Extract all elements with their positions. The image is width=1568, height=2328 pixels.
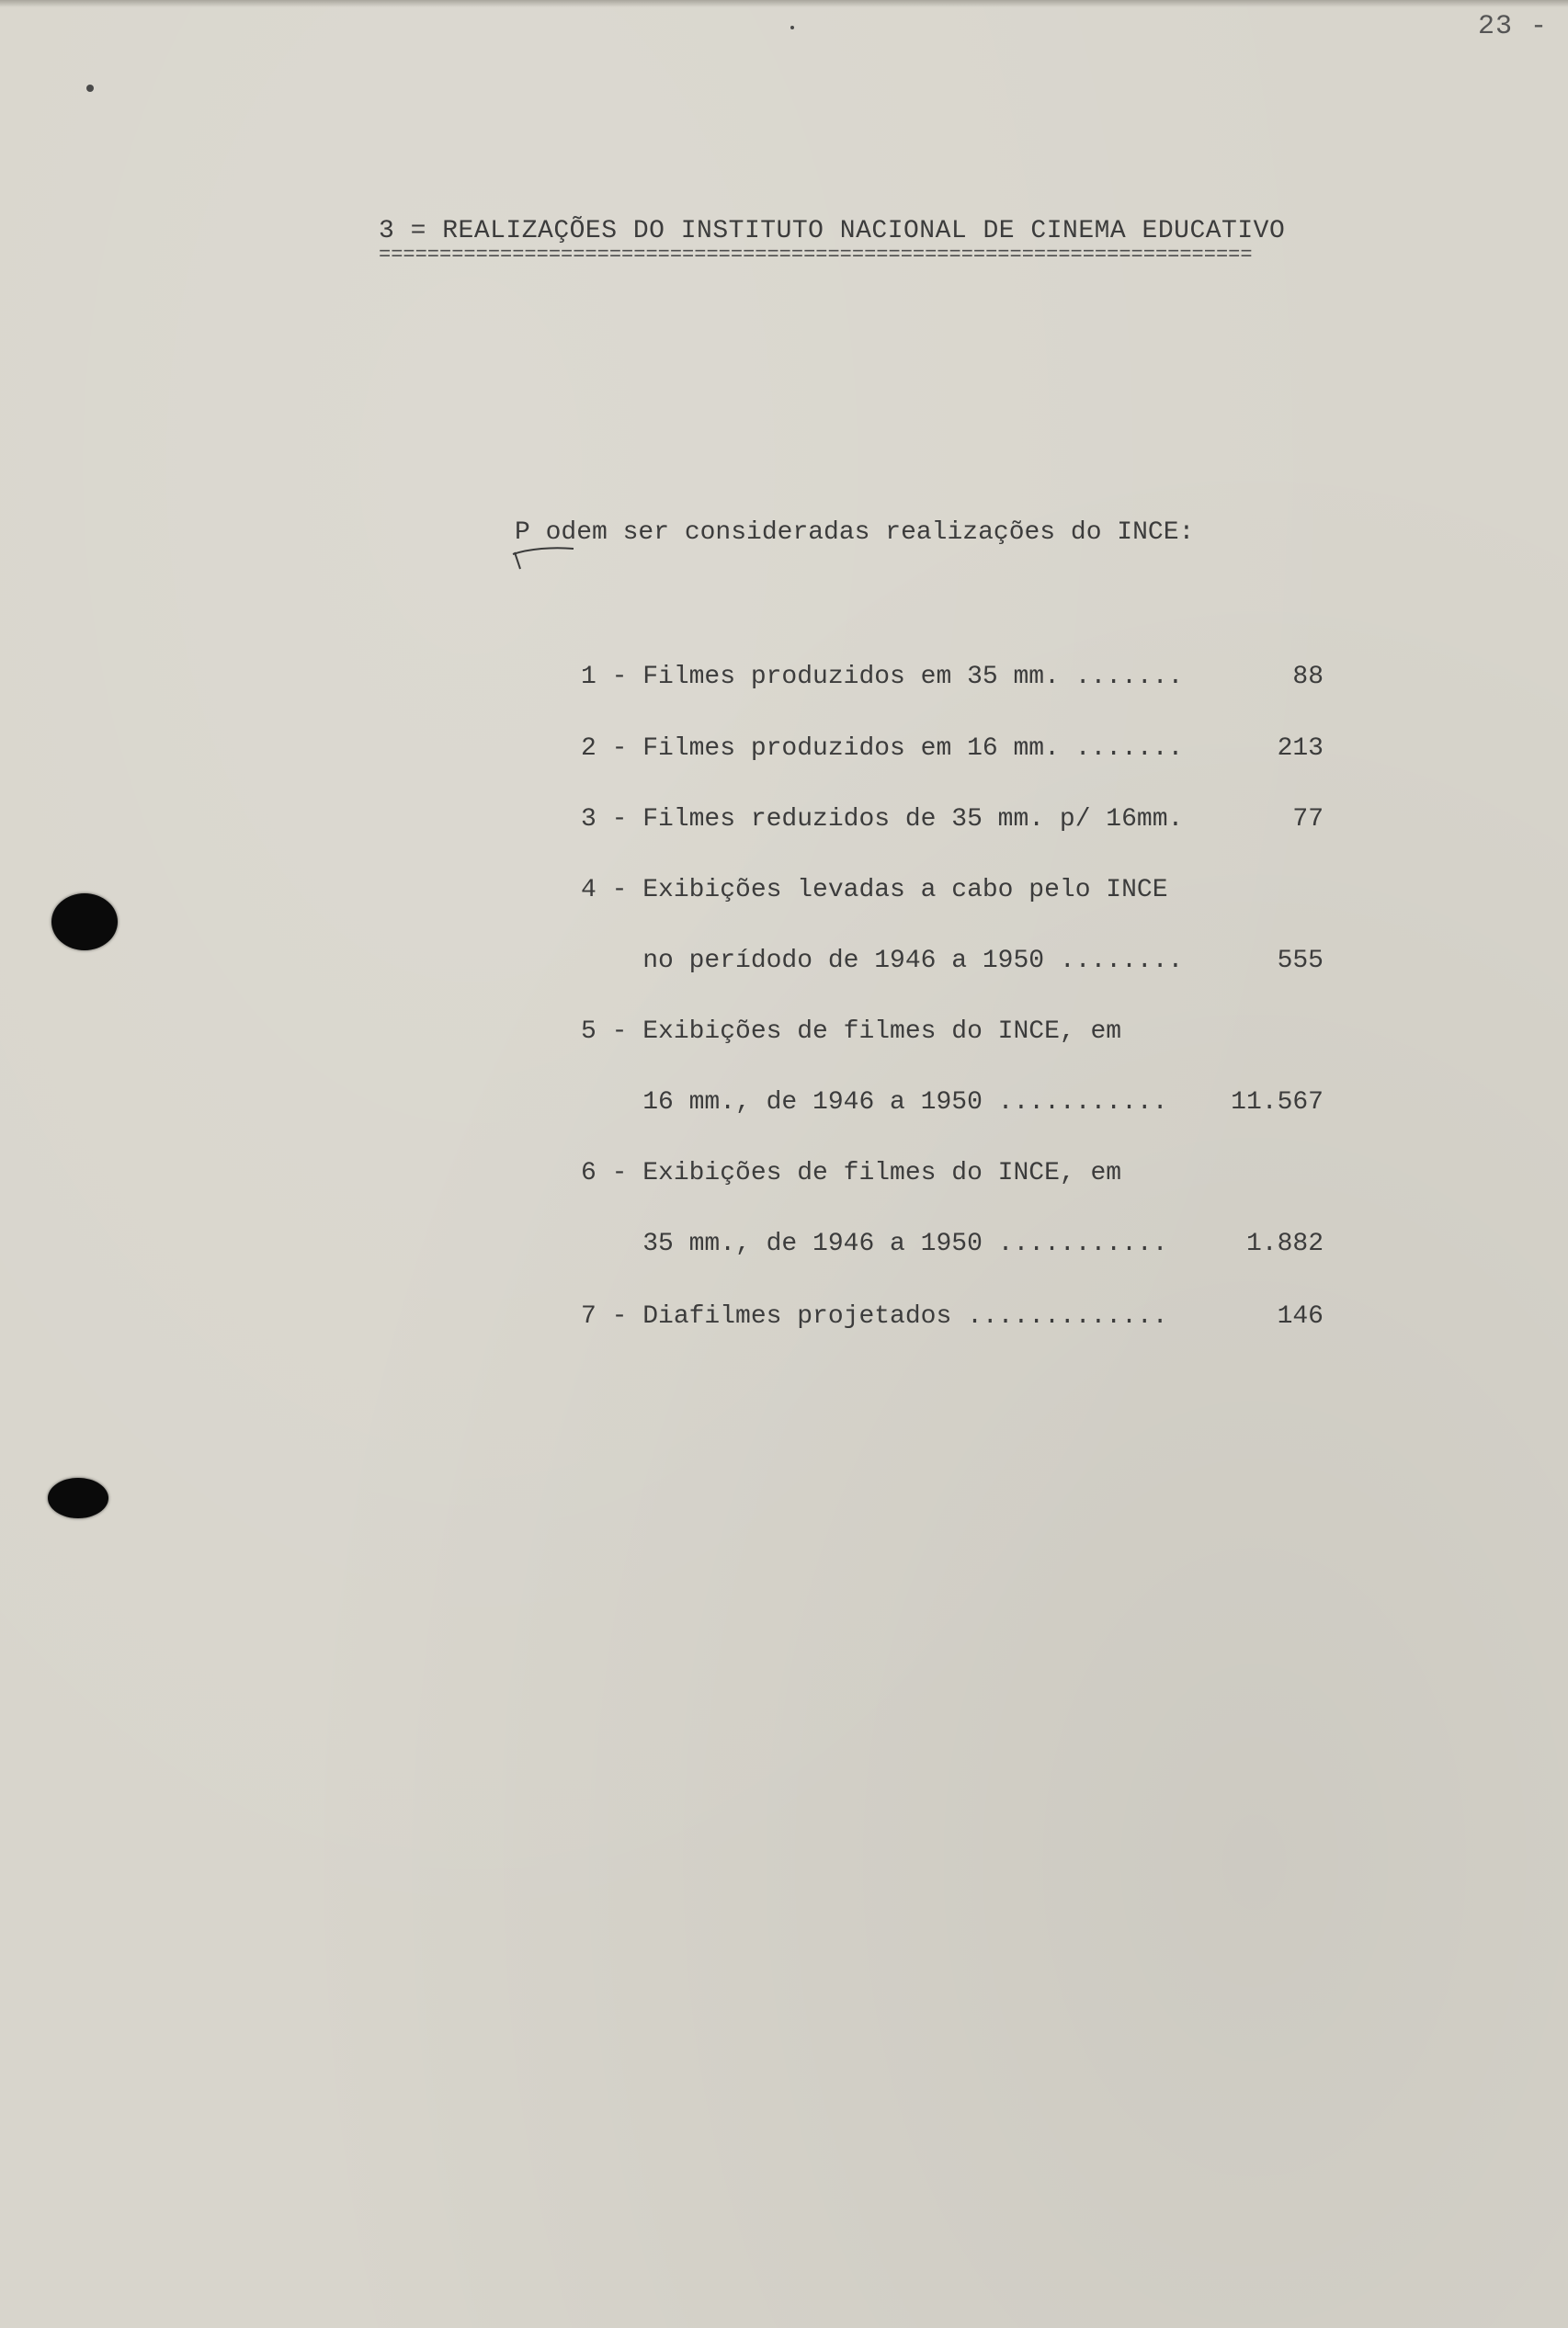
punch-hole-icon: [48, 1478, 108, 1518]
item-label: 6 - Exibições de filmes do INCE, em: [581, 1159, 1122, 1187]
handwritten-mark-icon: [511, 545, 575, 573]
list-item: [581, 872, 1324, 909]
item-value: 1.882: [1245, 1230, 1324, 1258]
list-item: [581, 1085, 1324, 1121]
item-value: 11.567: [1231, 1088, 1324, 1117]
item-label: 4 - Exibições levadas a cabo pelo INCE: [581, 876, 1168, 904]
item-label: 35 mm., de 1946 a 1950 ...........: [581, 1230, 1168, 1258]
intro-text: P odem ser consideradas realizações do INCE:: [515, 518, 1195, 547]
item-label: 7 - Diafilmes projetados .............: [581, 1302, 1168, 1331]
item-value: 555: [1277, 947, 1324, 975]
paper-speck-icon: [790, 26, 794, 29]
item-label: 5 - Exibições de filmes do INCE, em: [581, 1017, 1122, 1046]
item-label: 3 - Filmes reduzidos de 35 mm. p/ 16mm.: [581, 805, 1184, 834]
list-item: [581, 659, 1324, 696]
punch-hole-icon: [51, 893, 118, 950]
title-underline: ========================================================================: [379, 244, 1253, 267]
list-item: [581, 1299, 1324, 1335]
item-label: 2 - Filmes produzidos em 16 mm. .......: [581, 734, 1184, 763]
item-value: 146: [1277, 1302, 1324, 1331]
item-value: 213: [1277, 734, 1324, 763]
list-item: [581, 1226, 1324, 1263]
list-item: [581, 801, 1324, 838]
list-item: [581, 943, 1324, 980]
page-top-edge: [0, 0, 1568, 7]
list-item: [581, 1155, 1324, 1192]
list-item: [581, 1014, 1324, 1050]
item-label: no perídodo de 1946 a 1950 ........: [581, 947, 1184, 975]
item-value: 77: [1292, 805, 1324, 834]
page-number: 23 -: [1478, 11, 1549, 42]
item-value: 88: [1292, 663, 1324, 691]
paper-speck-icon: [86, 85, 94, 92]
item-label: 16 mm., de 1946 a 1950 ...........: [581, 1088, 1168, 1117]
list-item: [581, 731, 1324, 767]
item-label: 1 - Filmes produzidos em 35 mm. .......: [581, 663, 1184, 691]
section-title: 3 = REALIZAÇÕES DO INSTITUTO NACIONAL DE CINEMA EDUCATIVO: [379, 217, 1286, 245]
